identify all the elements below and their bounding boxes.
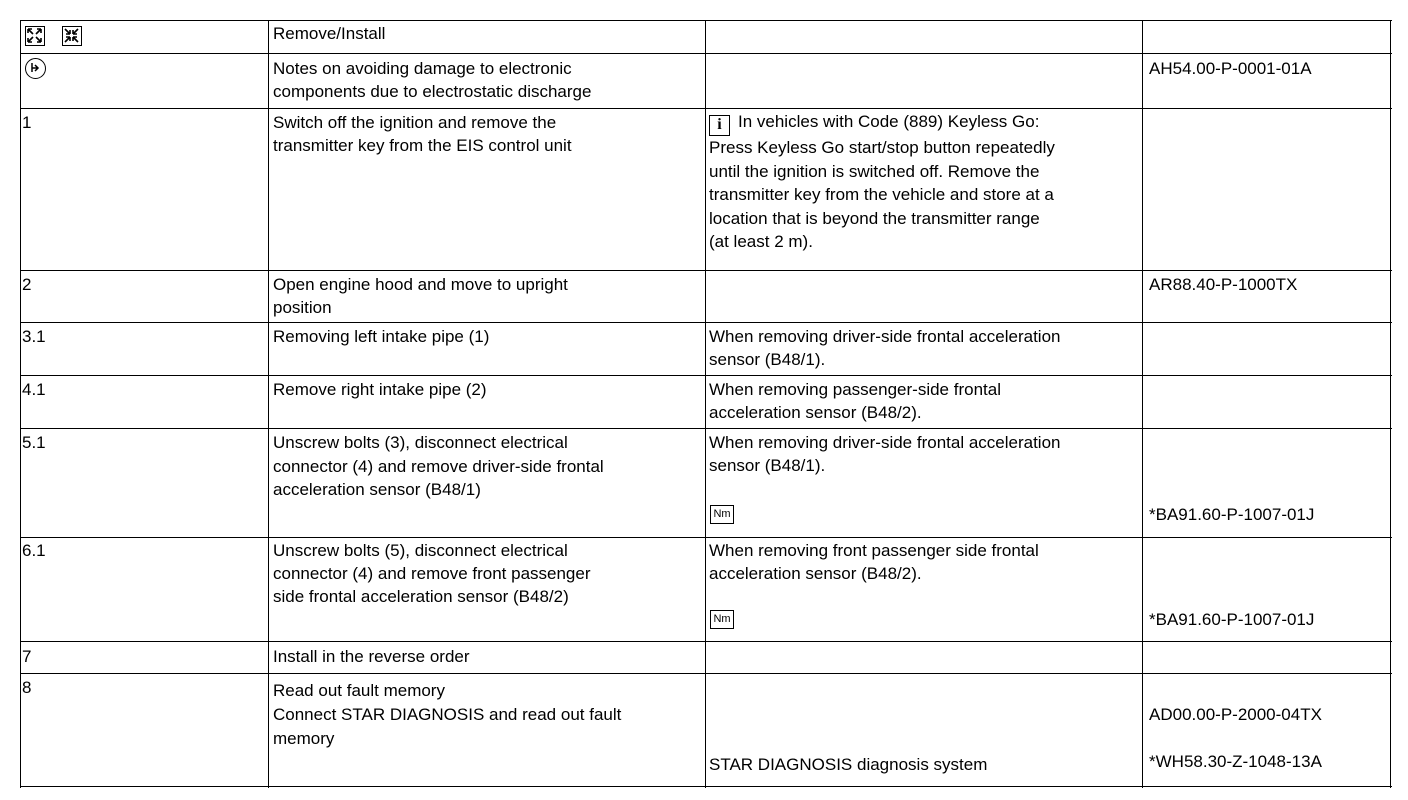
reference-doc[interactable]: AR88.40-P-1000TX [1149,275,1298,294]
step-number: 3.1 [22,327,46,346]
step-note: When removing passenger-side frontal acceleration sensor (B48/2). [709,380,1001,422]
grid-line [20,375,1392,376]
step-note: When removing driver-side frontal acceleration sensor (B48/1). [709,433,1061,475]
step-action-text: Unscrew bolts (5), disconnect electrical connector (4) and remove front passenger side frontal acceleration sensor (B48/2) [273,541,591,606]
grid-line [20,53,1392,54]
grid-line [20,108,1392,109]
step-action-text: Open engine hood and move to upright position [273,275,568,317]
collapse-arrows-icon[interactable] [62,26,82,46]
step-action-text: Removing left intake pipe (1) [273,327,490,346]
grid-line [20,786,1392,787]
grid-line [20,20,21,788]
step-note: When removing front passenger side frontal acceleration sensor (B48/2). [709,541,1039,583]
step-number: 2 [22,275,32,294]
grid-line [20,20,1392,21]
step-note: STAR DIAGNOSIS diagnosis system [709,755,988,774]
esd-hand-icon [25,58,46,79]
step-action-text: Unscrew bolts (3), disconnect electrical connector (4) and remove driver-side frontal acceleration sensor (B48/1) [273,433,604,499]
reference-doc[interactable]: AD00.00-P-2000-04TX [1149,705,1322,724]
grid-line [268,20,269,788]
grid-line [20,270,1392,271]
step-action-text: Switch off the ignition and remove the transmitter key from the EIS control unit [273,113,572,155]
info-icon: i [709,115,730,136]
step-note: When removing driver-side frontal acceleration sensor (B48/1). [709,327,1061,369]
grid-line [20,322,1392,323]
step-action-text: Remove right intake pipe (2) [273,380,487,399]
step-note: i In vehicles with Code (889) Keyless Go: Press Keyless Go start/stop button repeatedly until the ignition is switched off. Remove the transmitter key from the vehicle and store at a location that is beyond the transmitter range (at least 2 m). [709,112,1055,251]
reference-doc[interactable]: AH54.00-P-0001-01A [1149,59,1312,78]
step-action-text: Install in the reverse order [273,647,470,666]
grid-line [20,641,1392,642]
reference-doc[interactable]: *WH58.30-Z-1048-13A [1149,752,1322,771]
grid-line [1142,20,1143,788]
grid-line [705,20,706,788]
step-action-text: Notes on avoiding damage to electronic components due to electrostatic discharge [273,59,592,101]
reference-doc[interactable]: *BA91.60-P-1007-01J [1149,505,1315,524]
grid-line [20,428,1392,429]
procedure-table [20,20,1392,788]
torque-nm-icon[interactable]: Nm [710,505,734,524]
torque-nm-icon[interactable]: Nm [710,610,734,629]
header-title: Remove/Install [273,24,386,43]
step-number: 6.1 [22,541,46,560]
grid-line [20,673,1392,674]
step-number: 7 [22,647,32,666]
reference-doc[interactable]: *BA91.60-P-1007-01J [1149,610,1315,629]
step-number: 8 [22,678,32,697]
grid-line [20,537,1392,538]
step-action-text: Read out fault memory Connect STAR DIAGNOSIS and read out fault memory [273,681,622,748]
expand-arrows-icon[interactable] [25,26,45,46]
grid-line [1390,20,1391,788]
step-number: 4.1 [22,380,46,399]
step-number: 1 [22,113,32,132]
step-number: 5.1 [22,433,46,452]
